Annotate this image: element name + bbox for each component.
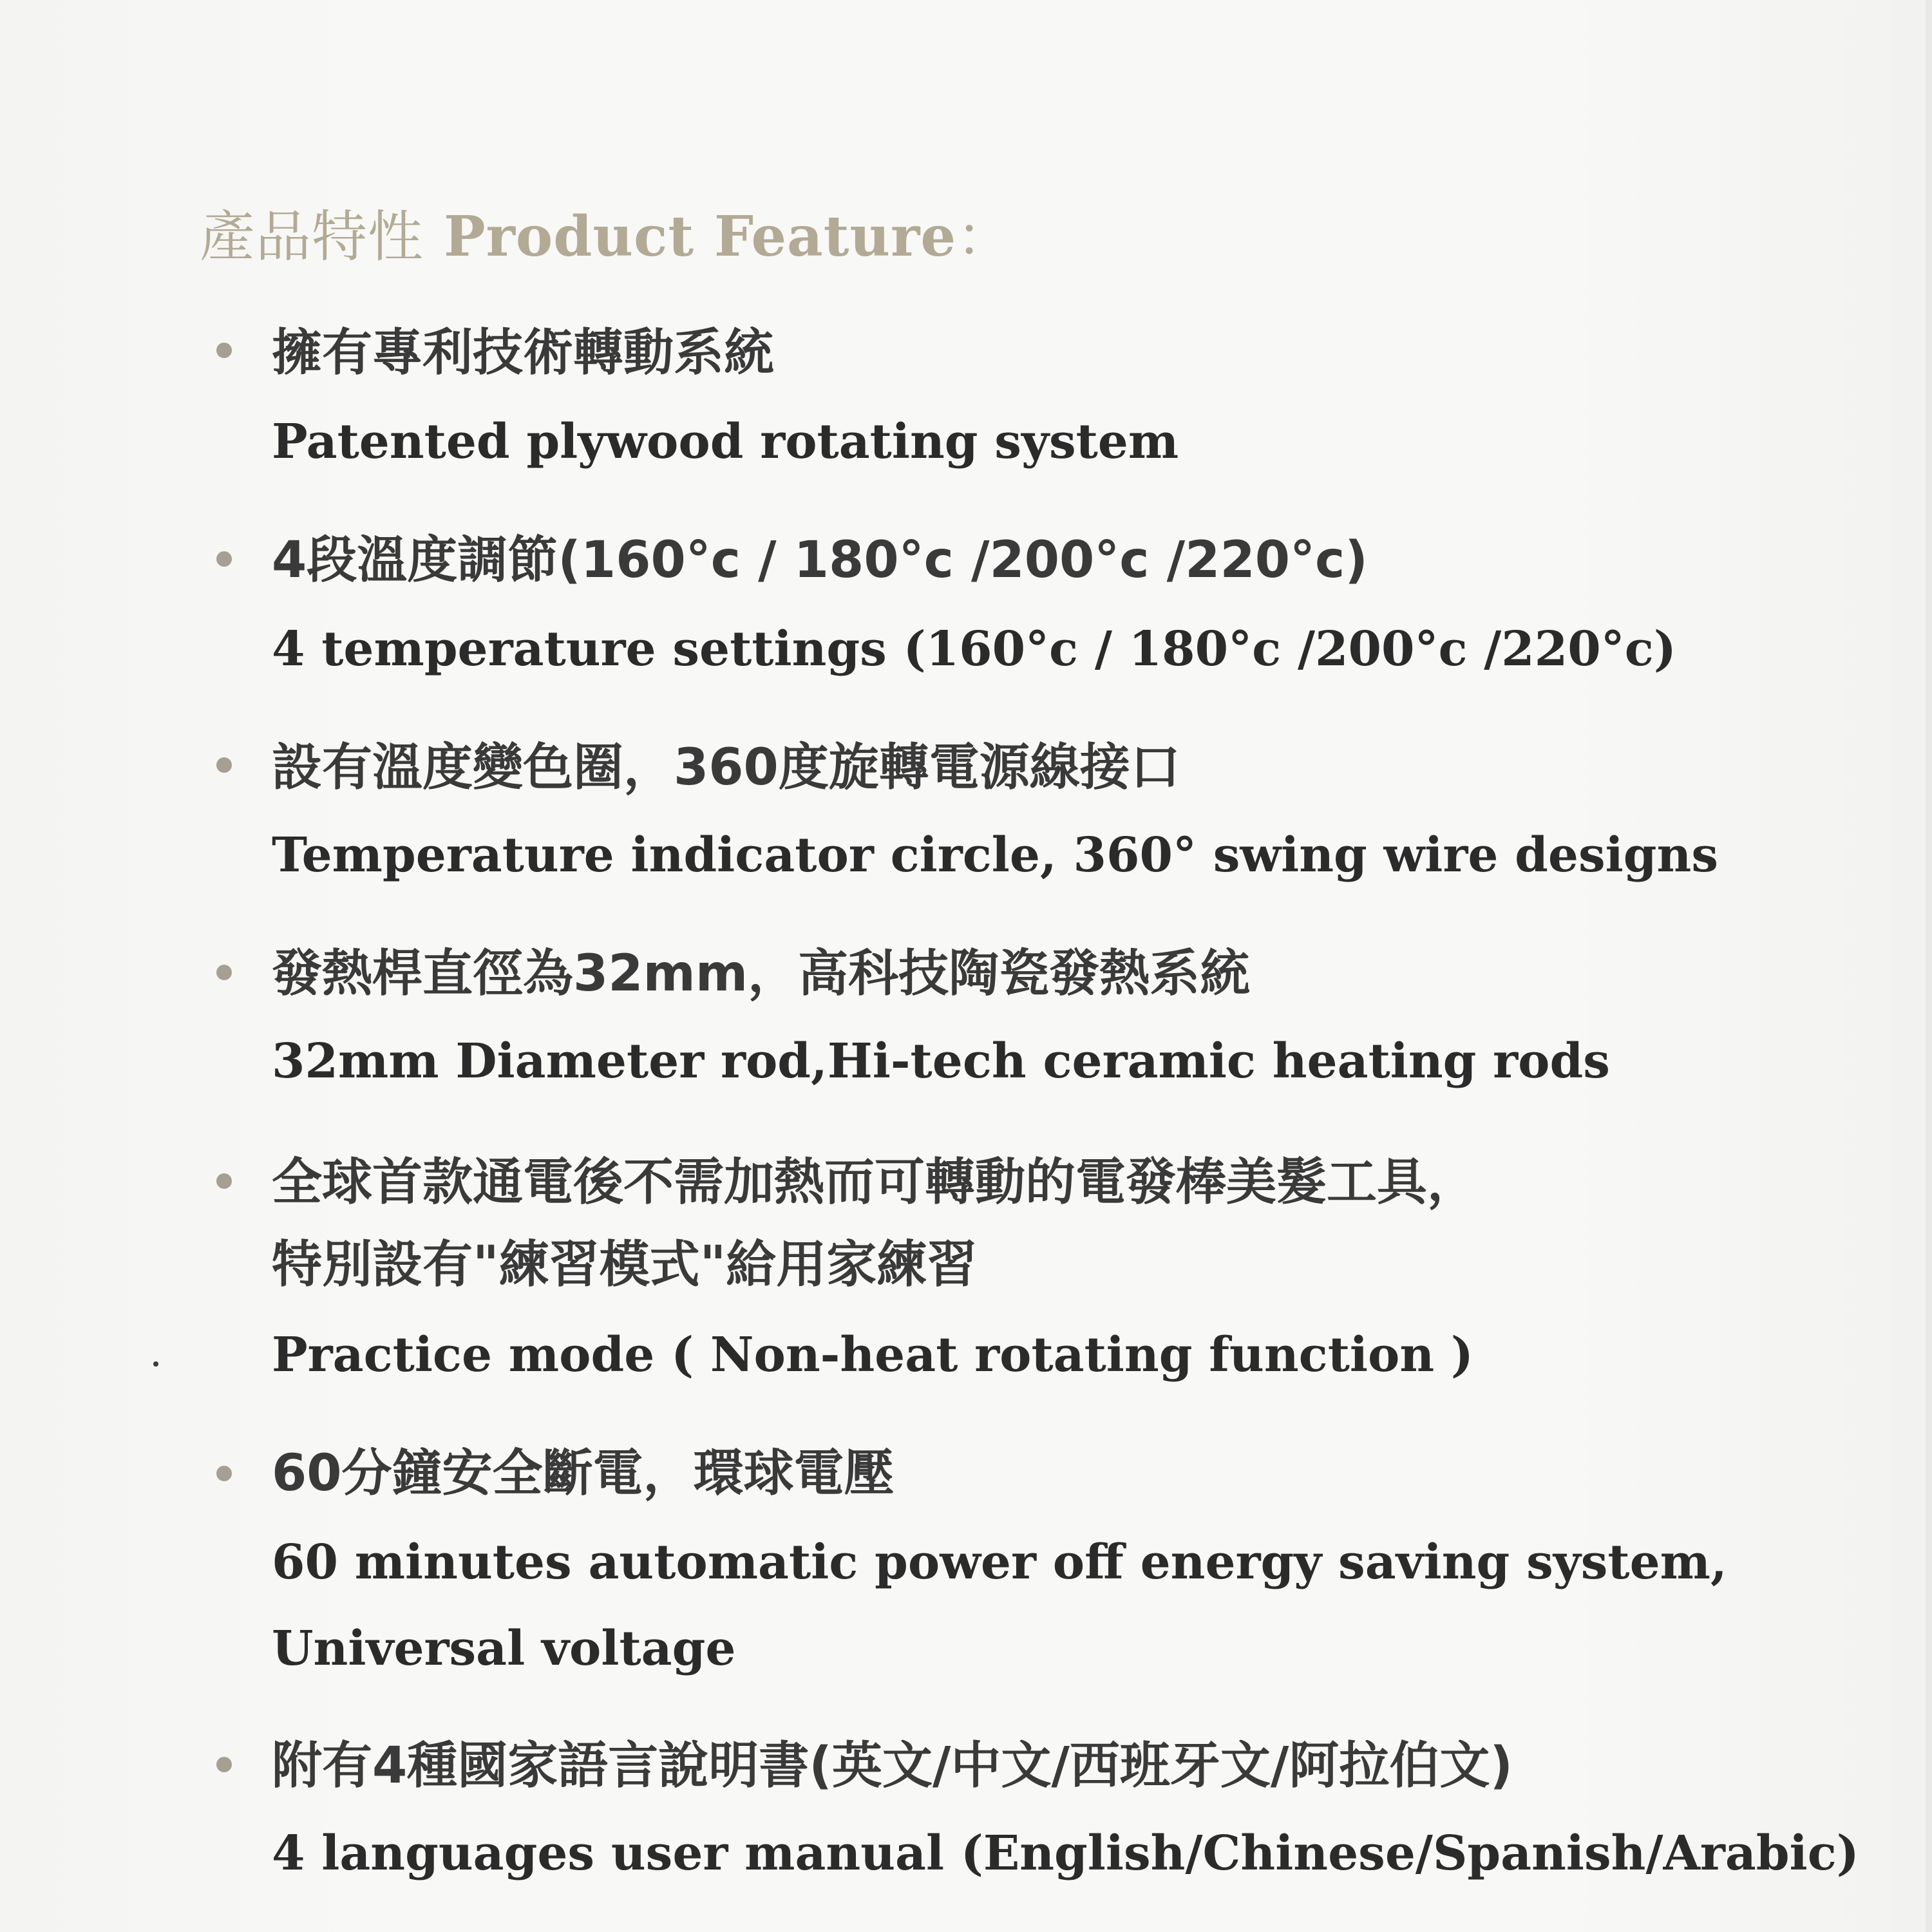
feature-5-english: Practice mode ( Non-heat rotating function ) [272,1327,1473,1383]
feature-5-chinese: 全球首款通電後不需加熱而可轉動的電發棒美髮工具， [272,1153,1478,1211]
bullet-icon [216,343,232,358]
bullet-icon [216,965,232,980]
feature-3-chinese: 設有溫度變色圈，360度旋轉電源線接口 [272,739,1180,797]
bullet-icon [216,757,232,773]
bullet-icon [216,1757,232,1772]
feature-2-english: 4 temperature settings (160°c / 180°c /200°c /220°c) [272,621,1676,677]
feature-1-chinese: 擁有專利技術轉動系統 [272,324,775,382]
feature-2-chinese: 4段溫度調節(160°c / 180°c /200°c /220°c) [272,531,1368,589]
feature-6-chinese: 60分鐘安全斷電，環球電壓 [272,1444,895,1502]
section-heading [200,205,1012,269]
bullet-icon [216,1173,232,1189]
feature-5-chinese-line-2: 特別設有"練習模式"給用家練習 [272,1236,978,1294]
feature-7-chinese: 附有4種國家語言說明書(英文/中文/西班牙文/阿拉伯文) [272,1737,1513,1795]
heading-english: Product Feature [443,204,957,269]
feature-4-english: 32mm Diameter rod,Hi-tech ceramic heating rods [272,1034,1610,1089]
page-edge-shadow [1926,0,1932,1932]
feature-6-english: 60 minutes automatic power off energy saving system, [272,1535,1727,1590]
bullet-icon [216,551,232,567]
bullet-icon [216,1466,232,1481]
feature-3-english: Temperature indicator circle, 360° swing wire designs [272,828,1718,883]
heading-colon: ： [956,205,1013,269]
heading-chinese: 產品特性 [200,205,424,269]
feature-6-english-line-2: Universal voltage [272,1621,736,1676]
stray-dot [153,1361,158,1367]
feature-1-english: Patented plywood rotating system [272,414,1179,469]
feature-4-chinese: 發熱桿直徑為32mm，高科技陶瓷發熱系統 [272,945,1251,1003]
feature-7-english: 4 languages user manual (English/Chinese/Spanish/Arabic) [272,1826,1859,1881]
